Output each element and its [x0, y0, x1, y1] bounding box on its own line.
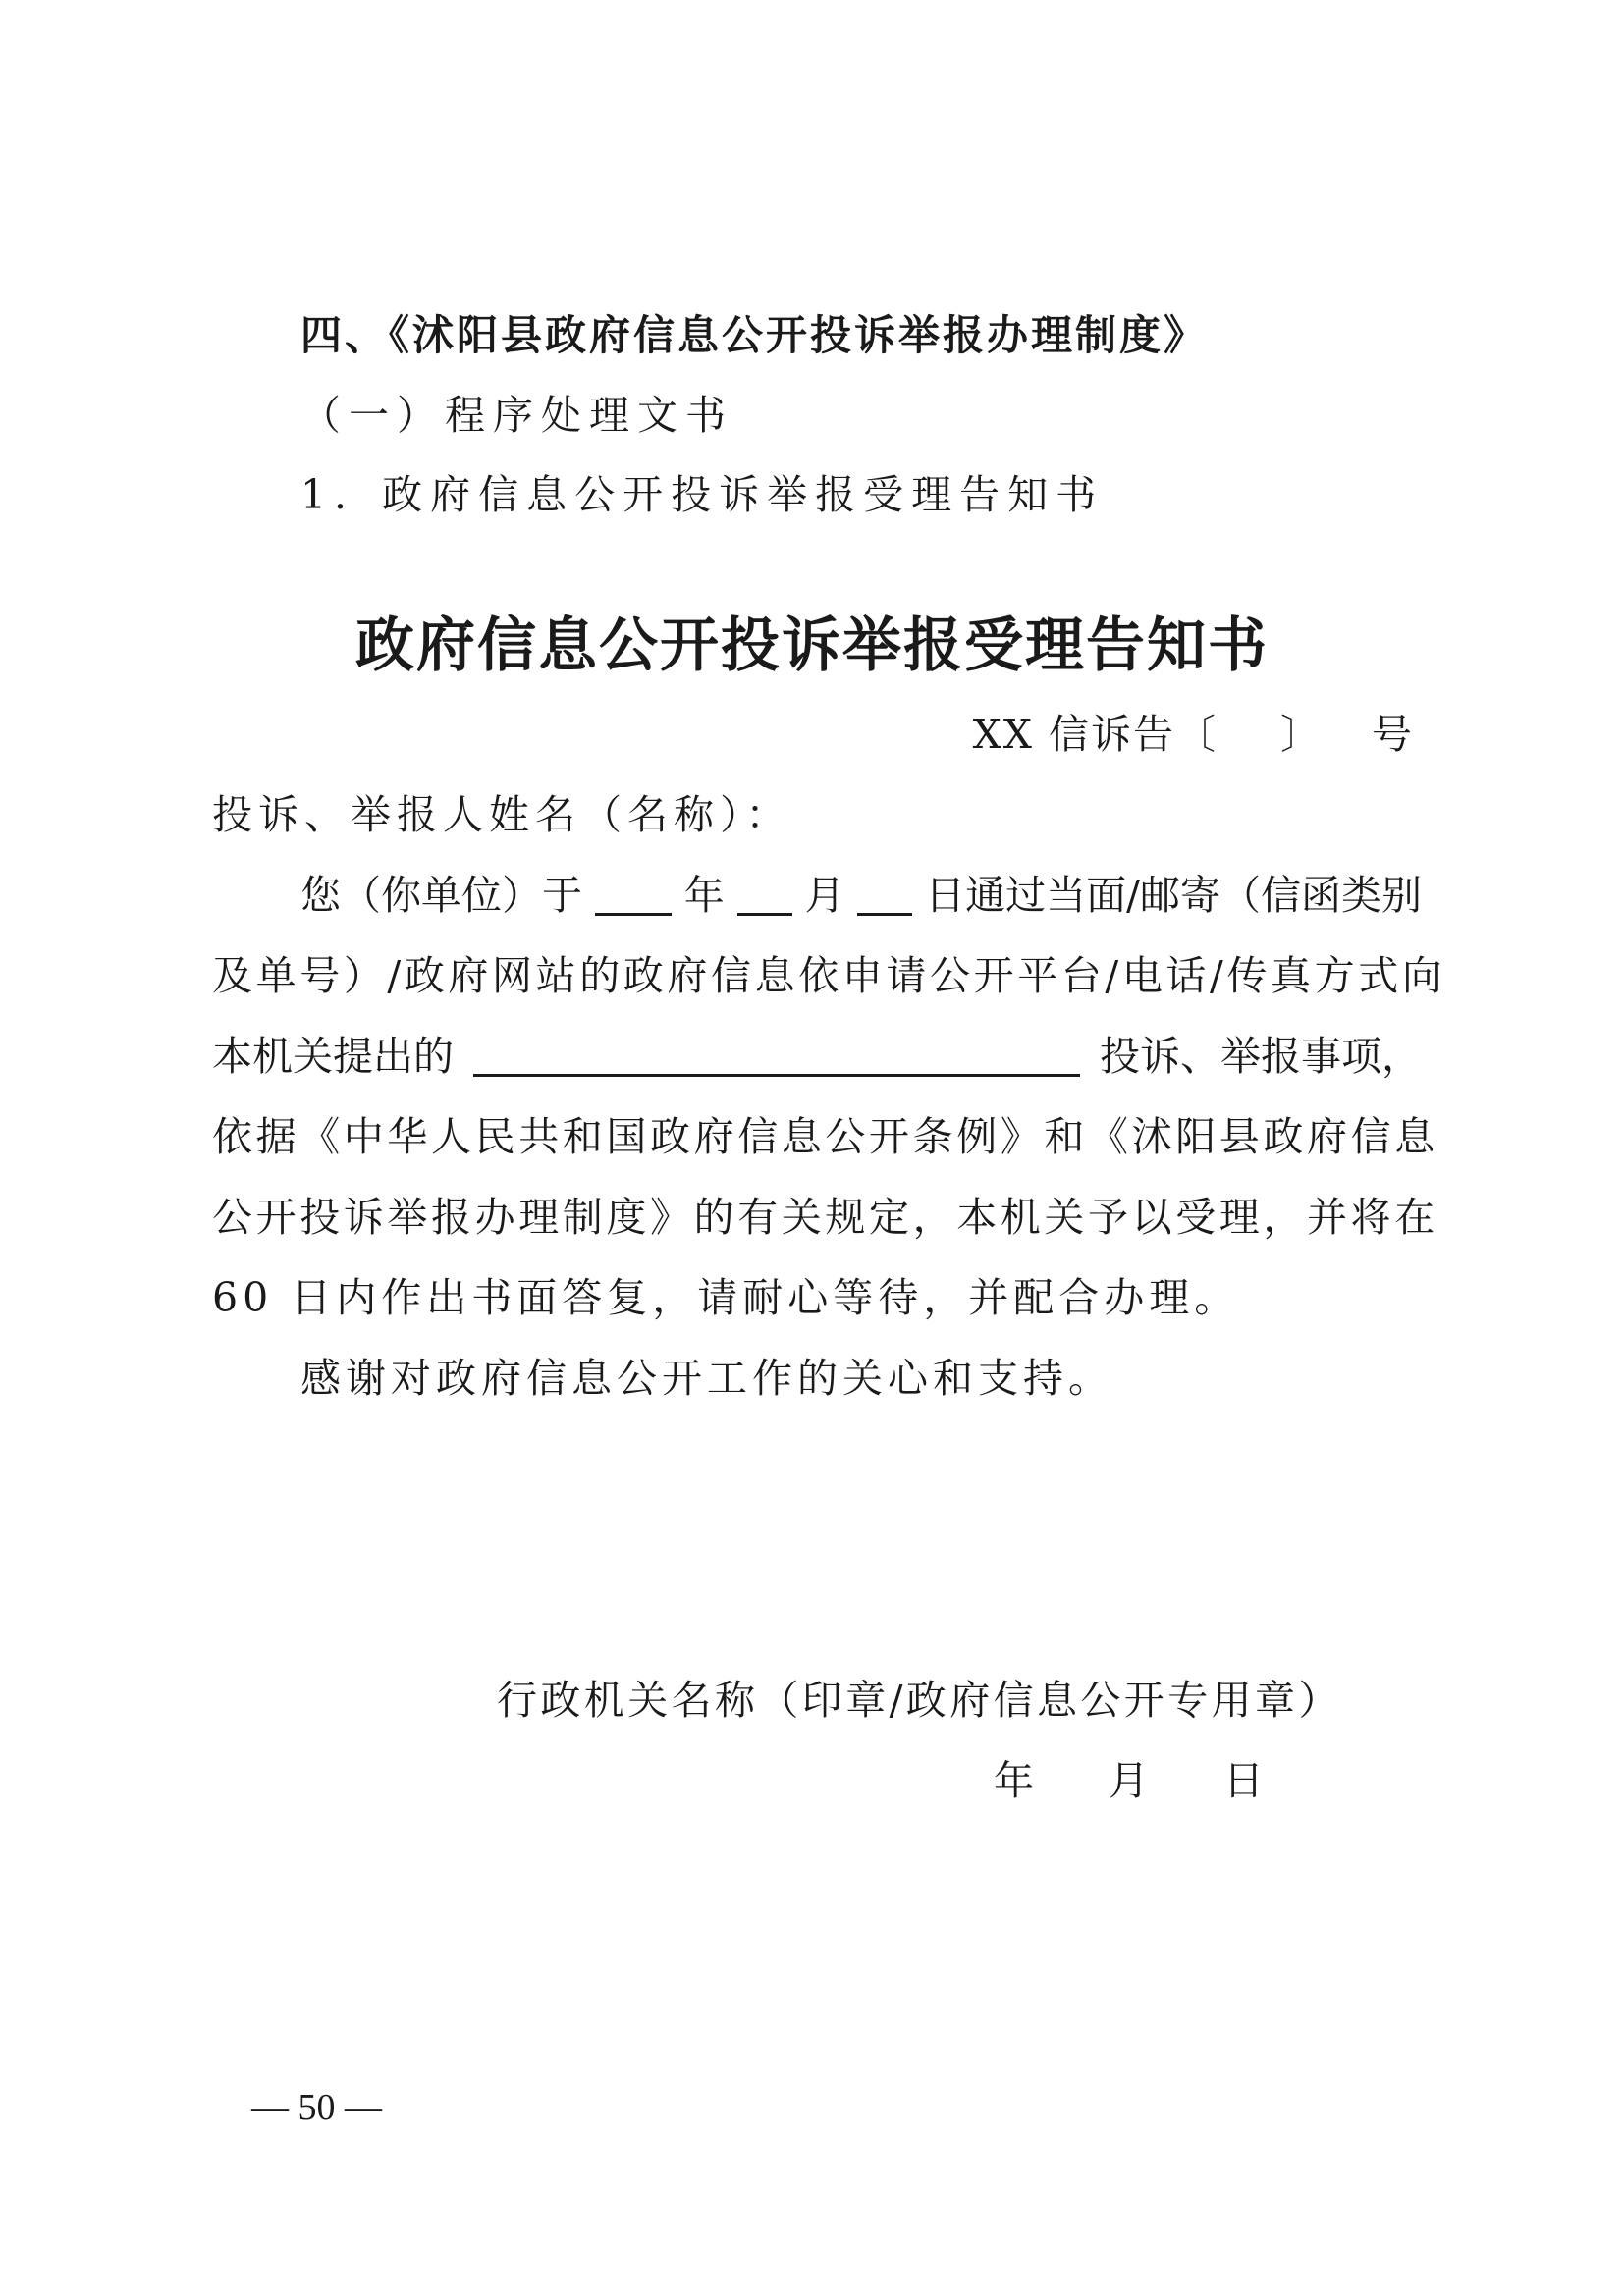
doc-number-prefix: XX 信诉告〔 [972, 711, 1218, 758]
para1-line2: 及单号）/政府网站的政府信息依申请公开平台/电话/传真方式向 [212, 952, 1446, 999]
document-title: 政府信息公开投诉举报受理告知书 [355, 612, 1269, 680]
para1-line6: 60 日内作出书面答复，请耐心等待，并配合办理。 [212, 1274, 1240, 1321]
para1-line1: 您（你单位）于 年 月 日通过当面/邮寄（信函类别 [300, 872, 1422, 919]
section-subheading: （一）程序处理文书 [300, 392, 733, 439]
document-number [972, 711, 1414, 758]
signature-date: 年 月 日 [994, 1757, 1268, 1804]
para1-line5: 公开投诉举报办理制度》的有关规定，本机关予以受理，并将在 [212, 1194, 1438, 1241]
section-item: 1．政府信息公开投诉举报受理告知书 [300, 471, 1105, 518]
para1-line3: 本机关提出的 投诉、举报事项， [212, 1033, 1422, 1080]
section-heading: 四、《沭阳县政府信息公开投诉举报办理制度》 [300, 311, 1209, 359]
month-blank [737, 878, 792, 916]
addressee: 投诉、举报人姓名（名称）： [212, 791, 792, 838]
doc-number-suffix: 号 [1372, 711, 1414, 758]
para2: 感谢对政府信息公开工作的关心和支持。 [300, 1355, 1113, 1402]
doc-number-bracket-close: 〕 [1280, 711, 1323, 758]
day-blank [857, 878, 912, 916]
signature: 行政机关名称（印章/政府信息公开专用章） [497, 1677, 1342, 1724]
para1-line4: 依据《中华人民共和国政府信息公开条例》和《沭阳县政府信息 [212, 1113, 1438, 1160]
page-number: — 50 — [251, 2087, 382, 2128]
year-blank [595, 878, 672, 916]
matter-blank [473, 1039, 1080, 1077]
